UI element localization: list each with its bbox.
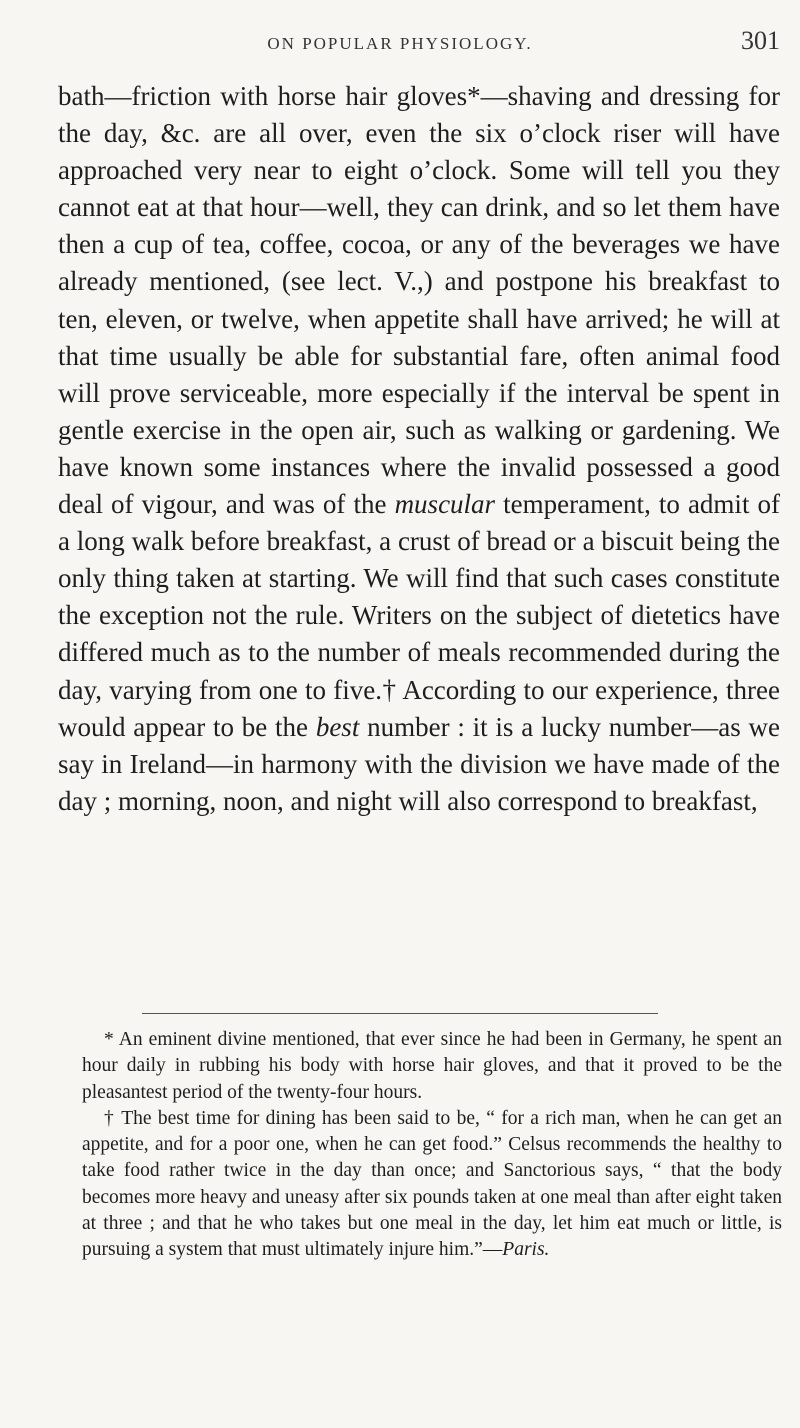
footnote-divider: [142, 1013, 658, 1014]
body-segment-italic: muscular: [394, 489, 496, 520]
page-number: 301: [741, 26, 780, 55]
footnote-2: [82, 1106, 782, 1264]
footnote-1: [82, 1027, 782, 1106]
body-segment: bath—friction with horse hair gloves*—shaving and dressing for the day, &c. are all over, even the six o’clock riser will have approached very near to eight o’clock. Some will tell you they cannot eat at that hour—well, they can drink, and so let them have then a cup of tea, coffee, cocoa, or any of the beverages we have already mentioned, (see lect. V.,) and postpone his breakfast to ten, eleven, or twelve, when appetite shall have arrived; he will at that time usually be able for substantial fare, often animal food will prove serviceable, more especially if the interval be spent in gentle exercise in the open air, such as walking or gardening. We have known some instances where the invalid possessed a good deal of vigour, and was of the: [58, 81, 780, 520]
footnote-segment: † The best time for dining has been said to be, “ for a rich man, when he can get an appetite, and for a poor one, when he can get food.” Celsus recommends the healthy to take food rather twice in the day than once; and Sanctorious says, “ that the body becomes more heavy and uneasy after six pounds taken at one meal than after eight taken at three ; and that he who takes but one meal in the day, let him eat much or little, is pursuing a system that must ultimately injure him.”—: [82, 1107, 782, 1261]
footnote-segment: * An eminent divine mentioned, that ever since he had been in Germany, he spent an hour daily in rubbing his body with horse hair gloves, and that it proved to be the pleasantest period of the twenty-four hours.: [82, 1029, 782, 1103]
body-segment: number : it is a lucky number—as we say in Ireland—in harmony with the division we have made of the day ; morning, noon, and night will also correspond to breakfast,: [58, 711, 780, 816]
body-text: [58, 78, 780, 820]
running-head: ON POPULAR PHYSIOLOGY.: [267, 34, 533, 53]
body-segment-italic: best: [315, 711, 360, 742]
footnotes: [82, 1027, 782, 1264]
body-segment: temperament, to admit of a long walk before breakfast, a crust of bread or a biscuit being the only thing taken at starting. We will find that such cases constitute the exception not the rule. Writers on the subject of dietetics have differed much as to the number of meals recommended during the day, varying from one to five.† According to our experience, three would appear to be the: [58, 489, 780, 742]
footnote-segment-italic: Paris.: [502, 1239, 550, 1261]
